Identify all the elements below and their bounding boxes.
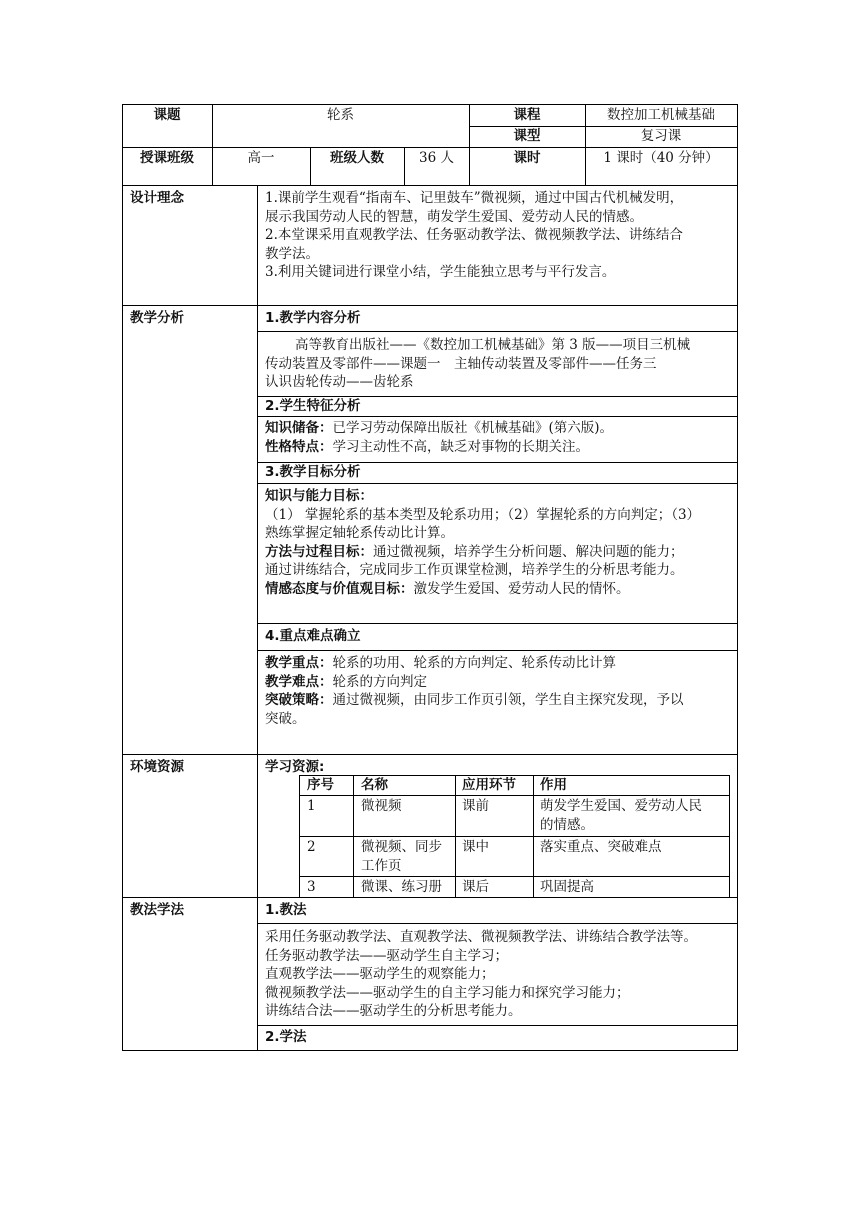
design-line: 教学法。 — [265, 245, 319, 262]
hours-value: 1 课时（40 分钟） — [603, 150, 719, 166]
emotion-text: 激发学生爱国、爱劳动人民的情怀。 — [413, 580, 630, 597]
type-value: 复习课 — [640, 128, 682, 144]
design-line: 展示我国劳动人民的智慧，萌发学生爱国、爱劳动人民的情感。 — [265, 208, 643, 225]
course-value: 数控加工机械基础 — [607, 107, 715, 123]
ability-line: 熟练掌握定轴轮系传动比计算。 — [265, 525, 454, 541]
goal-heading: 3.教学目标分析 — [265, 464, 361, 480]
design-label: 设计理念 — [130, 190, 184, 206]
strategy-text: 突破。 — [265, 710, 306, 727]
teach-line: 任务驱动教学法——驱动学生自主学习； — [265, 947, 508, 964]
type-label: 课型 — [513, 128, 541, 144]
table-cell: 微课、练习册 — [361, 879, 442, 895]
table-cell: 2 — [307, 839, 316, 855]
teach-line: 微视频教学法——驱动学生的自主学习能力和探究学习能力； — [265, 984, 630, 1001]
class-value: 高一 — [247, 150, 275, 166]
learn-heading: 2.学法 — [265, 1029, 307, 1045]
design-line: 1.课前学生观看“指南车、记里鼓车”微视频，通过中国古代机械发明， — [265, 190, 684, 206]
student-text — [265, 419, 613, 456]
student-heading: 2.学生特征分析 — [265, 398, 361, 414]
size-value: 36 人 — [419, 150, 454, 166]
knowledge-label: 知识储备： — [265, 420, 333, 436]
table-cell: 课前 — [462, 798, 489, 814]
character-text: 学习主动性不高，缺乏对事物的长期关注。 — [332, 438, 589, 455]
topic-value: 轮系 — [327, 107, 354, 123]
table-cell: 微视频 — [361, 798, 402, 814]
method-text: 通过讲练结合，完成同步工作页课堂检测，培养学生的分析思考能力。 — [265, 562, 684, 578]
teach-line: 直观教学法——驱动学生的观察能力； — [265, 966, 495, 982]
design-line: 3.利用关键词进行课堂小结，学生能独立思考与平行发言。 — [265, 264, 616, 280]
methods-label: 教法学法 — [130, 902, 184, 918]
content-line: 高等教育出版社——《数控加工机械基础》第 3 版——项目三机械 — [295, 337, 691, 353]
ability-line: （1） 掌握轮系的基本类型及轮系功用；（2）掌握轮系的方向判定；（3） — [265, 506, 701, 523]
col-header: 名称 — [361, 777, 388, 793]
goal-text — [265, 487, 700, 598]
table-cell: 3 — [307, 879, 316, 895]
key-text — [265, 654, 684, 728]
table-cell: 萌发学生爱国、爱劳动人民 的情感。 — [540, 798, 702, 833]
method-text: 通过微视频，培养学生分析问题、解决问题的能力； — [373, 543, 684, 560]
knowledge-text: 已学习劳动保障出版社《机械基础》(第六版)。 — [332, 420, 614, 436]
table-cell: 1 — [307, 798, 316, 814]
strategy-text: 通过微视频，由同步工作页引领，学生自主探究发现，予以 — [332, 692, 684, 708]
hours-label: 课时 — [513, 150, 541, 166]
method-label: 方法与过程目标： — [265, 543, 373, 560]
teach-line: 采用任务驱动教学法、直观教学法、微视频教学法、讲练结合教学法等。 — [265, 929, 697, 945]
table-cell: 课后 — [462, 879, 489, 895]
focus-text: 轮系的功用、轮系的方向判定、轮系传动比计算 — [332, 655, 616, 671]
table-cell: 课中 — [462, 839, 489, 855]
key-heading: 4.重点难点确立 — [265, 628, 361, 644]
col-header: 应用环节 — [462, 777, 516, 793]
focus-label: 教学重点： — [265, 655, 333, 671]
resources-label: 环境资源 — [130, 759, 184, 775]
emotion-label: 情感态度与价值观目标： — [265, 580, 414, 597]
design-line: 2.本堂课采用直观教学法、任务驱动教学法、微视频教学法、讲练结合 — [265, 227, 683, 243]
table-cell: 落实重点、突破难点 — [540, 839, 662, 855]
difficulty-text: 轮系的方向判定 — [332, 673, 427, 690]
teach-line: 讲练结合法——驱动学生的分析思考能力。 — [265, 1003, 522, 1019]
class-label: 授课班级 — [140, 150, 194, 166]
strategy-label: 突破策略： — [265, 692, 333, 708]
course-label: 课程 — [513, 107, 541, 123]
analysis-label: 教学分析 — [130, 310, 184, 326]
size-label: 班级人数 — [330, 150, 384, 166]
content-heading: 1.教学内容分析 — [265, 310, 361, 326]
content-line: 传动装置及零部件——课题一 主轴传动装置及零部件——任务三 — [265, 355, 657, 372]
teach-heading: 1.教法 — [265, 902, 307, 918]
content-line: 认识齿轮传动——齿轮系 — [265, 374, 414, 390]
ability-label: 知识与能力目标： — [265, 488, 373, 504]
table-cell: 巩固提高 — [540, 879, 594, 895]
content-text — [265, 336, 690, 392]
col-header: 序号 — [307, 777, 334, 793]
difficulty-label: 教学难点： — [265, 673, 333, 690]
col-header: 作用 — [540, 777, 567, 793]
design-text — [265, 189, 683, 282]
teach-text — [265, 928, 697, 1021]
table-cell: 微视频、同步 工作页 — [361, 839, 442, 874]
topic-label: 课题 — [153, 107, 181, 123]
character-label: 性格特点： — [265, 438, 333, 455]
resources-heading: 学习资源: — [265, 759, 325, 775]
